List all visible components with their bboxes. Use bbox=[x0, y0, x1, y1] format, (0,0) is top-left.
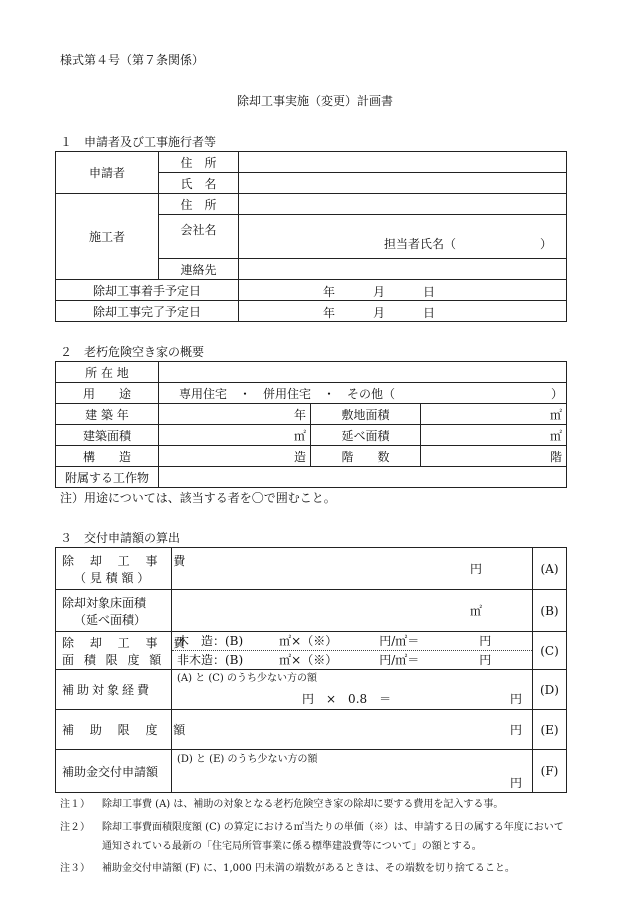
sqm-unit: ㎡ bbox=[293, 428, 306, 443]
attached-field[interactable] bbox=[159, 467, 567, 488]
site-area-label: 敷地面積 bbox=[311, 404, 421, 425]
property-table bbox=[55, 361, 567, 488]
note-label: 注１） bbox=[60, 799, 90, 810]
attached-label: 附属する工作物 bbox=[56, 467, 159, 488]
start-day: 日 bbox=[423, 285, 436, 299]
page-title: 除却工事実施（変更）計画書 bbox=[236, 94, 393, 108]
usage-options[interactable]: 専用住宅 ・ 併用住宅 ・ その他（ ） bbox=[159, 383, 567, 404]
structure-field[interactable] bbox=[159, 446, 311, 467]
section3-heading: ３ 交付申請額の算出 bbox=[60, 531, 181, 545]
end-date-label: 除却工事完了予定日 bbox=[56, 301, 239, 322]
rowB-field[interactable] bbox=[172, 590, 533, 632]
site-area-field[interactable] bbox=[421, 404, 567, 425]
rowD-code: (D) bbox=[533, 670, 567, 710]
rowE-field[interactable] bbox=[172, 710, 533, 750]
rowC-label-line2: 面 積 限 度 額 bbox=[62, 652, 165, 667]
note-text: 通知されている最新の「住宅局所管事業に係る標準建設費等について」の額とする。 bbox=[102, 841, 482, 852]
rowF-note: (D) と (E) のうち少ない方の額 bbox=[177, 754, 318, 765]
end-month: 月 bbox=[373, 306, 386, 320]
yen-unit: 円 bbox=[509, 692, 522, 706]
structure-label: 構 造 bbox=[56, 446, 159, 467]
calculation-table bbox=[55, 547, 567, 793]
rowA-label-line2: （ 見 積 額 ） bbox=[74, 570, 150, 585]
rowA-label bbox=[56, 548, 192, 590]
person-in-charge-label: 担当者氏名（ ） bbox=[383, 237, 552, 251]
section1-heading: １ 申請者及び工事施行者等 bbox=[60, 135, 217, 149]
start-date-field[interactable] bbox=[239, 280, 567, 301]
location-field[interactable] bbox=[159, 362, 567, 383]
floors-label: 階 数 bbox=[311, 446, 421, 467]
rowC-label-line1: 除 却 工 事 費 bbox=[62, 635, 192, 650]
built-year-field[interactable] bbox=[159, 404, 311, 425]
note-label: 注３） bbox=[60, 863, 90, 874]
applicant-name-field[interactable] bbox=[239, 173, 567, 194]
start-year: 年 bbox=[323, 285, 336, 299]
rowA-code: (A) bbox=[533, 548, 567, 590]
sqm-unit: ㎡ bbox=[549, 428, 562, 443]
start-month: 月 bbox=[373, 285, 386, 299]
yen-unit: 円 bbox=[509, 776, 522, 790]
applicant-table bbox=[55, 151, 567, 322]
note-text: 除却工事費面積限度額 (C) の算定における㎡当たりの単価（※）は、申請する日の属する年度において bbox=[102, 822, 564, 833]
rowE-label: 補 助 限 度 額 bbox=[56, 710, 172, 750]
end-year: 年 bbox=[323, 306, 336, 320]
sqm-unit: ㎡ bbox=[469, 604, 482, 618]
contractor-address-field[interactable] bbox=[239, 194, 567, 215]
rowC-label bbox=[56, 632, 192, 670]
rowF-field[interactable] bbox=[172, 750, 533, 793]
building-area-field[interactable] bbox=[159, 425, 311, 446]
contact-label: 連絡先 bbox=[159, 259, 239, 280]
nonwood-calc[interactable]: 非木造：(B) ㎡×（※） 円/㎡＝ 円 bbox=[172, 650, 532, 669]
rowD-calc: 円 × 0.8 ＝ bbox=[302, 692, 392, 706]
rowD-field[interactable] bbox=[172, 670, 533, 710]
rowC-field[interactable] bbox=[172, 632, 533, 670]
form-number: 様式第４号（第７条関係） bbox=[60, 53, 205, 67]
company-field[interactable] bbox=[239, 215, 567, 259]
rowE-code: (E) bbox=[533, 710, 567, 750]
contractor-label: 施工者 bbox=[56, 194, 159, 280]
contact-field[interactable] bbox=[239, 259, 567, 280]
structure-unit: 造 bbox=[293, 449, 306, 464]
note-text: 補助金交付申請額 (F) に、1,000 円未満の端数があるときは、その端数を切り捨てること。 bbox=[102, 863, 515, 874]
rowD-label: 補助対象経費 bbox=[56, 670, 172, 710]
total-floor-area-label: 延べ面積 bbox=[311, 425, 421, 446]
rowF-label: 補助金交付申請額 bbox=[56, 750, 172, 793]
applicant-name-label: 氏 名 bbox=[159, 173, 239, 194]
rowB-label-line1: 除却対象床面積 bbox=[62, 595, 147, 610]
yen-unit: 円 bbox=[469, 562, 482, 576]
usage-label: 用 途 bbox=[56, 383, 159, 404]
end-day: 日 bbox=[423, 306, 436, 320]
rowA-label-line1: 除 却 工 事 費 bbox=[62, 553, 192, 568]
year-unit: 年 bbox=[293, 407, 306, 422]
wood-calc[interactable]: 木 造：(B) ㎡×（※） 円/㎡＝ 円 bbox=[177, 634, 492, 648]
floors-field[interactable] bbox=[421, 446, 567, 467]
usage-note: 注）用途については、該当する者を〇で囲むこと。 bbox=[60, 491, 336, 505]
sqm-unit: ㎡ bbox=[549, 407, 562, 422]
company-label: 会社名 bbox=[159, 215, 239, 259]
built-year-label: 建 築 年 bbox=[56, 404, 159, 425]
rowA-field[interactable] bbox=[172, 548, 533, 590]
rowF-code: (F) bbox=[533, 750, 567, 793]
yen-unit: 円 bbox=[509, 723, 522, 737]
total-floor-area-field[interactable] bbox=[421, 425, 567, 446]
end-date-field[interactable] bbox=[239, 301, 567, 322]
floors-unit: 階 bbox=[549, 449, 562, 464]
location-label: 所 在 地 bbox=[56, 362, 159, 383]
rowB-label-line2: （延べ面積） bbox=[74, 612, 147, 627]
rowD-note: (A) と (C) のうち少ない方の額 bbox=[177, 673, 318, 684]
start-date-label: 除却工事着手予定日 bbox=[56, 280, 239, 301]
rowC-code: (C) bbox=[533, 632, 567, 670]
applicant-address-field[interactable] bbox=[239, 152, 567, 173]
note-label: 注２） bbox=[60, 822, 90, 833]
contractor-address-label: 住 所 bbox=[159, 194, 239, 215]
rowB-code: (B) bbox=[533, 590, 567, 632]
note-text: 除却工事費 (A) は、補助の対象となる老朽危険空き家の除却に要する費用を記入する事。 bbox=[102, 799, 504, 810]
section2-heading: ２ 老朽危険空き家の概要 bbox=[60, 345, 205, 359]
building-area-label: 建築面積 bbox=[56, 425, 159, 446]
applicant-address-label: 住 所 bbox=[159, 152, 239, 173]
rowB-label bbox=[56, 590, 172, 632]
applicant-label: 申請者 bbox=[56, 152, 159, 194]
